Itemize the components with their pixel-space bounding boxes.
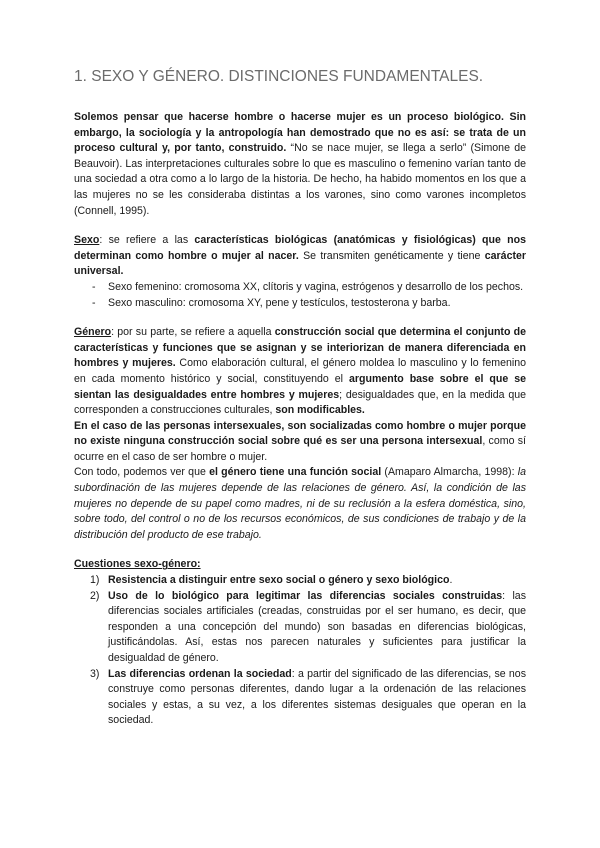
cuestiones-list xyxy=(74,573,526,729)
sexo-list xyxy=(74,280,526,311)
item-text: : las diferencias sociales artificiales (creadas, construidas por el ser humano, es decir, que responden a una concepción del mundo) son basadas en diferencias biológicas, justificándolas. Así, estas nos parecen naturales y suficientes para justificar la desigualdad de género. xyxy=(108,589,526,664)
item-bold: Resistencia a distinguir entre sexo social o género y sexo biológico xyxy=(108,574,450,587)
intro-paragraph xyxy=(74,110,526,219)
sexo-text-2: Se transmiten genéticamente y tiene xyxy=(298,249,485,262)
list-item xyxy=(90,573,526,589)
item-number: 1) xyxy=(90,574,100,587)
cuestiones-heading-text: Cuestiones sexo-género: xyxy=(74,558,201,571)
genero-text-3: ; desigualdades que, en la medida que corresponden a construcciones culturales, xyxy=(74,388,526,417)
page-title: 1. SEXO Y GÉNERO. DISTINCIONES FUNDAMENTALES. xyxy=(74,68,484,85)
funcion-text-2: (Amaparo Almarcha, 1998): xyxy=(381,466,518,479)
item-number: 2) xyxy=(90,589,100,602)
list-item xyxy=(90,589,526,667)
list-item xyxy=(90,667,526,729)
funcion-bold: el género tiene una función social xyxy=(209,466,382,479)
genero-term: Género xyxy=(74,326,112,339)
genero-text-1: : por su parte, se refiere a aquella xyxy=(111,326,275,339)
item-text: . xyxy=(449,574,453,587)
genero-bold-3: son modificables. xyxy=(275,404,365,417)
sexo-bold-1: características biológicas (anatómicas y fisiológicas) que nos determinan como hombre o mujer al nacer. xyxy=(74,234,527,262)
intersexual-paragraph xyxy=(74,419,526,466)
sexo-text-1: : se refiere a las xyxy=(99,234,195,247)
funcion-italic-quote: la subordinación de las mujeres depende de las relaciones de género. Así, la condición de las mujeres no depende de su papel como madres, ni de su reclusión a la esfera doméstica, sino, sobre todo, del control o no de los recursos económicos, de sus condiciones de trabajo y de la distribución del producto de ese trabajo. xyxy=(74,466,526,541)
document-page xyxy=(74,68,526,729)
intersexual-text: , como sí ocurre en el caso de ser hombre o mujer. xyxy=(74,435,526,463)
intro-bold-text: Solemos pensar que hacerse hombre o hacerse mujer es un proceso biológico. Sin embargo, la sociología y la antropología han demostrado que no es así: se trata de un proceso cultural y, por tanto, construido. xyxy=(74,111,526,155)
funcion-social-paragraph xyxy=(74,465,526,543)
genero-paragraph xyxy=(74,325,526,419)
intersexual-bold: En el caso de las personas intersexuales, son socializadas como hombre o mujer porque no existe ninguna construcción social sobre qué es ser una persona intersexual xyxy=(74,419,526,448)
item-bold: Uso de lo biológico para legitimar las diferencias sociales construidas xyxy=(108,589,503,602)
list-item: - Sexo femenino: cromosoma XX, clítoris y vagina, estrógenos y desarrollo de los pechos. xyxy=(92,280,526,296)
list-item: - Sexo masculino: cromosoma XY, pene y testículos, testosterona y barba. xyxy=(92,296,526,312)
genero-bold-1: construcción social que determina el conjunto de características y funciones que se asignan y se interiorizan de manera diferenciada en hombres y mujeres. xyxy=(74,326,527,370)
item-bold: Las diferencias ordenan la sociedad xyxy=(108,667,292,680)
sexo-bold-2: carácter universal. xyxy=(74,249,526,278)
genero-bold-2: argumento base sobre el que se sientan las desigualdades entre hombres y mujeres xyxy=(74,372,526,401)
sexo-term: Sexo xyxy=(74,234,100,247)
genero-text-2: Como elaboración cultural, el género moldea lo masculino y lo femenino en cada momento histórico y social, constituyendo el xyxy=(74,357,526,385)
item-number: 3) xyxy=(90,667,100,680)
funcion-text-1: Con todo, podemos ver que xyxy=(74,466,210,479)
item-text: : a partir del significado de las diferencias, se nos construye como personas diferentes, dando lugar a la ordenación de las relaciones sociales y estas, a su vez, a los diferentes sistemas desiguales que operan en la sociedad. xyxy=(108,667,526,727)
cuestiones-heading xyxy=(74,557,526,573)
sexo-paragraph xyxy=(74,233,526,280)
intro-text: “No se nace mujer, se llega a serlo” (Simone de Beauvoir). Las interpretaciones culturales sobre lo que es masculino o femenino varían tanto de una sociedad a otra como a lo largo de la historia. De hecho, ha habido momentos en los que a las mujeres no se les consideraba distintas a los varones, sino como varones incompletos (Connell, 1995). xyxy=(74,142,526,217)
